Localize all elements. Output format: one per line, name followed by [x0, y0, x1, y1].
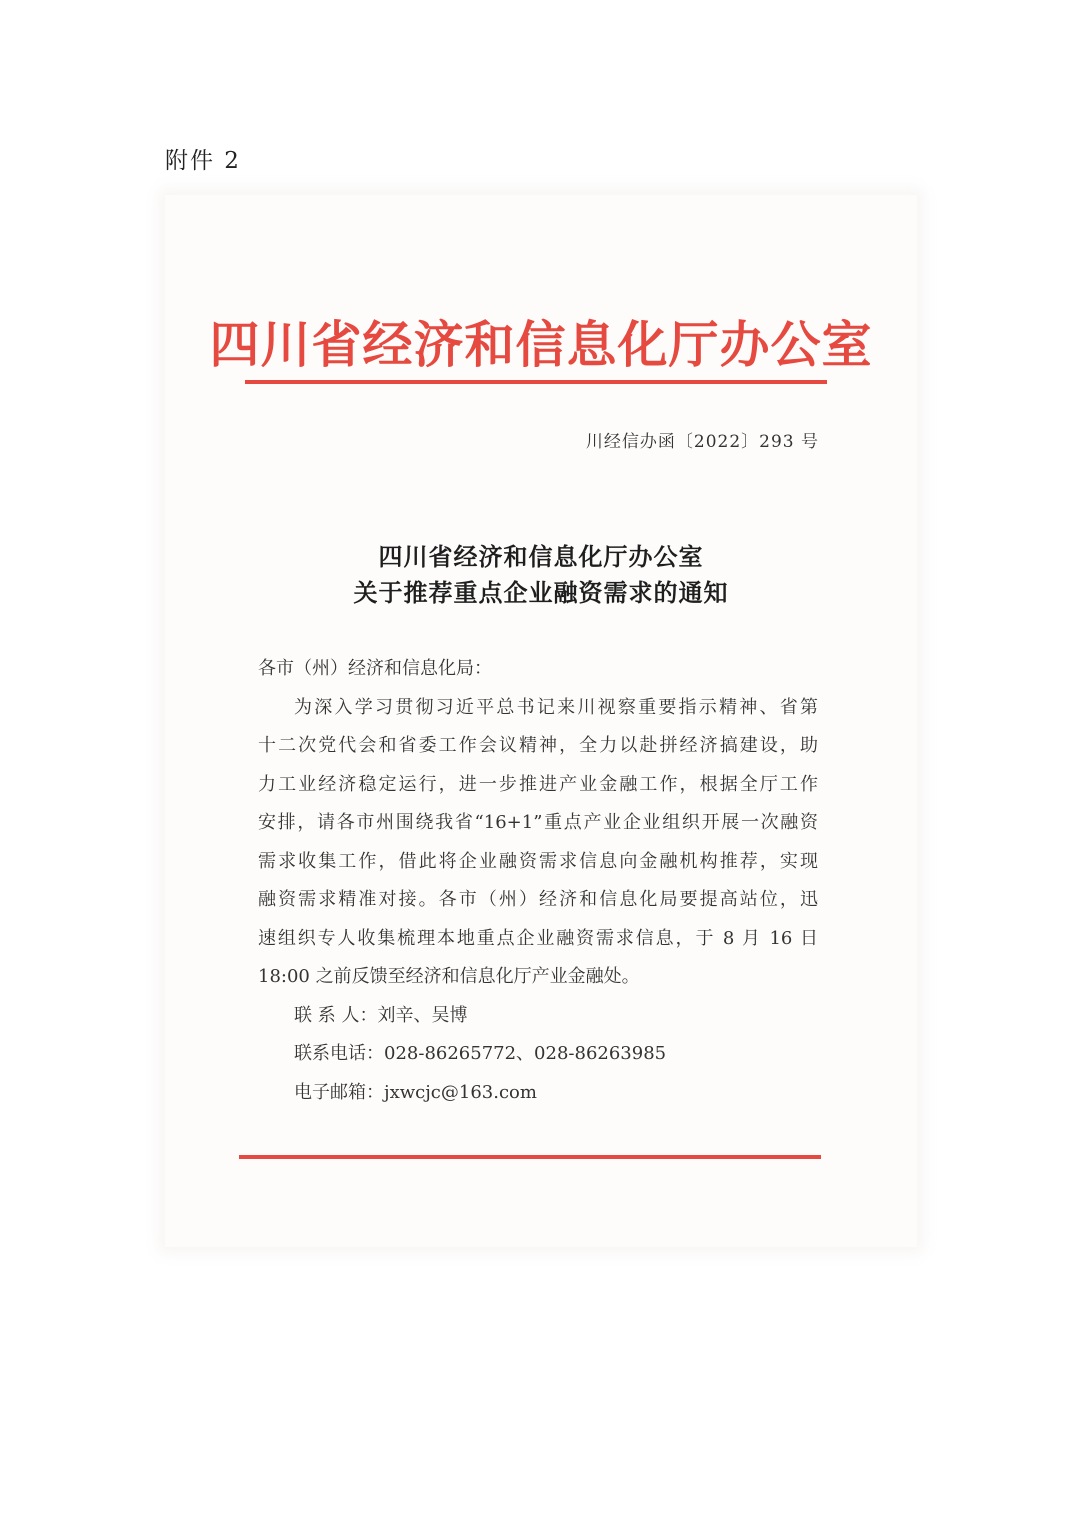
letterhead-title: 四川省经济和信息化厅办公室 — [209, 316, 873, 374]
paragraph-line: 需求收集工作，借此将企业融资需求信息向金融机构推荐，实现 — [258, 850, 818, 872]
paragraph-line: 安排，请各市州围绕我省“16+1”重点产业企业组织开展一次融资 — [258, 812, 818, 833]
contact-email: 电子邮箱：jxwcjc@163.com — [294, 1081, 537, 1103]
salutation: 各市（州）经济和信息化局： — [258, 658, 492, 679]
notice-title-line-2: 关于推荐重点企业融资需求的通知 — [353, 579, 729, 607]
paragraph-line: 融资需求精准对接。各市（州）经济和信息化局要提高站位，迅 — [258, 889, 818, 910]
contact-person: 联 系 人：刘辛、吴博 — [294, 1004, 468, 1026]
paragraph-line: 十二次党代会和省委工作会议精神，全力以赴拼经济搞建设，助 — [258, 735, 818, 756]
attachment-label: 附件 2 — [165, 148, 241, 174]
letterhead-red-rule — [245, 380, 827, 384]
scanned-document — [165, 195, 917, 1247]
contact-phone: 联系电话：028-86265772、028-86263985 — [294, 1043, 667, 1064]
footer-red-rule — [239, 1155, 821, 1159]
paragraph-line: 18:00 之前反馈至经济和信息化厅产业金融处。 — [258, 966, 640, 987]
notice-title-line-1: 四川省经济和信息化厅办公室 — [378, 543, 704, 571]
paragraph-line: 力工业经济稳定运行，进一步推进产业金融工作，根据全厅工作 — [258, 773, 818, 795]
document-number: 川经信办函〔2022〕293 号 — [585, 432, 819, 452]
notice-body — [258, 650, 818, 1112]
paragraph-line: 为深入学习贯彻习近平总书记来川视察重要指示精神、省第 — [294, 696, 818, 718]
paragraph-line: 速组织专人收集梳理本地重点企业融资需求信息，于 8 月 16 日 — [258, 927, 818, 949]
